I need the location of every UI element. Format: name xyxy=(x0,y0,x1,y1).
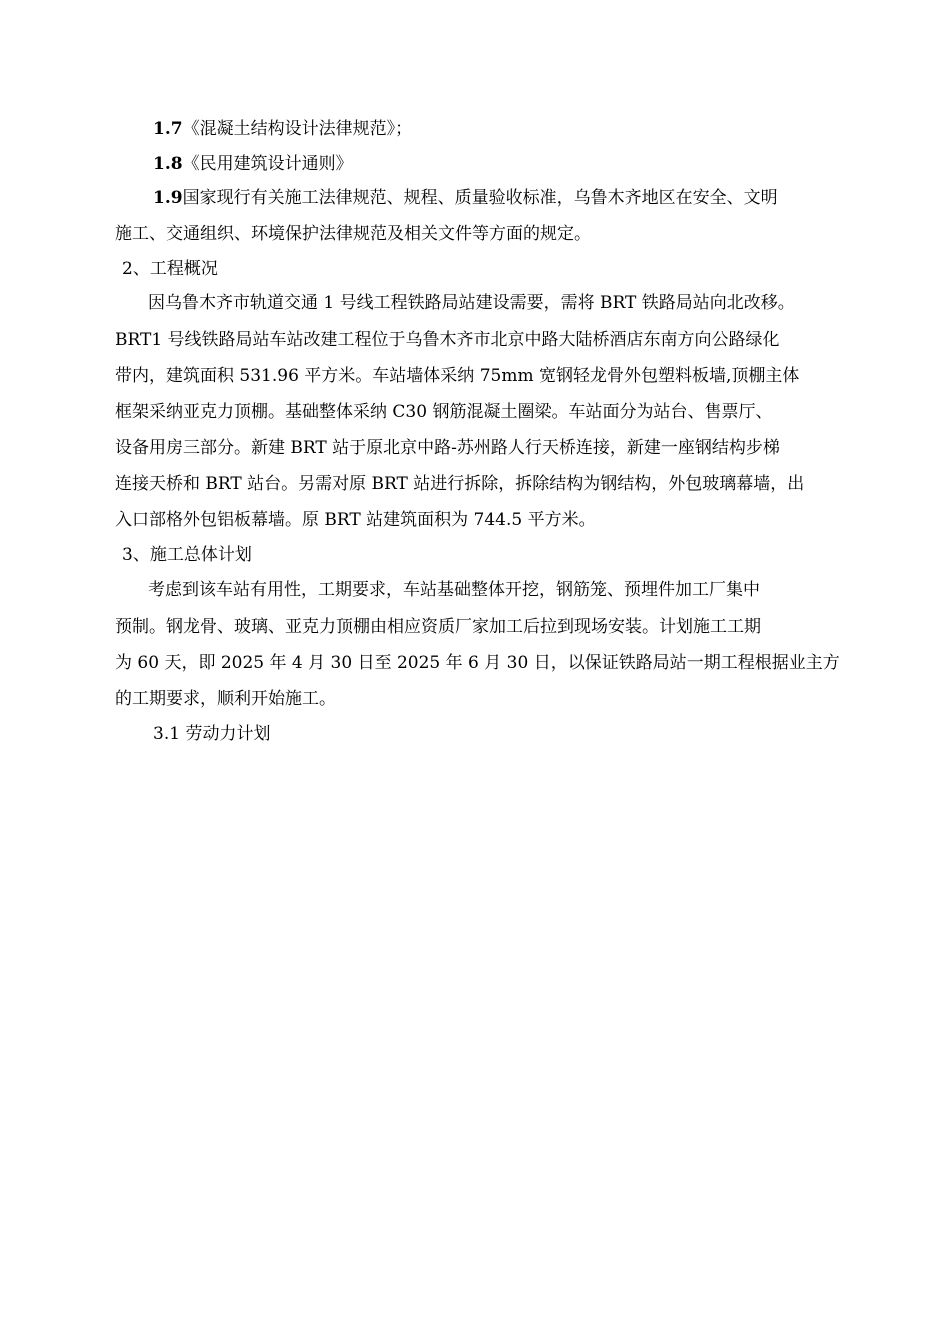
paragraph-text: 预制。钢龙骨、玻璃、亚克力顶棚由相应资质厂家加工后拉到现场安装。计划施工工期 xyxy=(115,617,761,637)
paragraph-text: 因乌鲁木齐市轨道交通 1 号线工程铁路局站建设需要，需将 BRT 铁路局站向北改移。 xyxy=(148,293,795,313)
paragraph-line xyxy=(148,291,795,315)
item-text: 国家现行有关施工法律规范、规程、质量验收标准，乌鲁木齐地区在安全、文明 xyxy=(182,188,778,208)
paragraph-line xyxy=(115,508,596,532)
paragraph-text: 连接天桥和 BRT 站台。另需对原 BRT 站进行拆除，拆除结构为钢结构，外包玻璃幕墙，出 xyxy=(115,474,805,494)
section-heading-text: 3、施工总体计划 xyxy=(122,545,252,565)
item-1-7 xyxy=(153,117,412,141)
section-heading-3 xyxy=(122,543,252,567)
paragraph-text: BRT1 号线铁路局站车站改建工程位于乌鲁木齐市北京中路大陆桥酒店东南方向公路绿化 xyxy=(115,330,780,350)
section-heading-text: 2、工程概况 xyxy=(122,259,218,279)
paragraph-line xyxy=(115,364,799,388)
paragraph-line xyxy=(115,400,772,424)
paragraph-text: 考虑到该车站有用性，工期要求，车站基础整体开挖，钢筋笼、预埋件加工厂集中 xyxy=(148,580,760,600)
paragraph-text: 的工期要求，顺利开始施工。 xyxy=(115,689,336,709)
subsection-heading-text: 3.1 劳动力计划 xyxy=(153,724,271,744)
item-number: 1.8 xyxy=(153,154,183,174)
item-number: 1.7 xyxy=(153,119,183,139)
paragraph-text: 入口部格外包铝板幕墙。原 BRT 站建筑面积为 744.5 平方米。 xyxy=(115,510,596,530)
item-1-9 xyxy=(153,186,778,210)
paragraph-text: 框架采纳亚克力顶棚。基础整体采纳 C30 钢筋混凝土圈梁。车站面分为站台、售票厅、 xyxy=(115,402,773,422)
paragraph-line xyxy=(115,615,761,639)
item-number: 1.9 xyxy=(153,188,183,208)
paragraph-line xyxy=(115,328,780,352)
paragraph-text: 为 60 天，即 2025 年 4 月 30 日至 2025 年 6 月 30 日，以保证铁路局站一期工程根据业主方 xyxy=(115,653,840,673)
item-text: 《混凝土结构设计法律规范》； xyxy=(182,119,413,139)
paragraph-line xyxy=(115,651,840,675)
paragraph-text: 设备用房三部分。新建 BRT 站于原北京中路-苏州路人行天桥连接，新建一座钢结构步梯 xyxy=(115,438,780,458)
paragraph-line xyxy=(148,578,760,602)
section-heading-2 xyxy=(122,257,218,281)
paragraph-line xyxy=(115,687,336,711)
item-text: 《民用建筑设计通则》 xyxy=(182,154,353,174)
paragraph-text: 带内，建筑面积 531.96 平方米。车站墙体采纳 75mm 宽钢轻龙骨外包塑料板墙,顶棚主体 xyxy=(115,366,800,386)
item-1-9-continued xyxy=(115,222,591,246)
paragraph-line xyxy=(115,472,804,496)
paragraph-line xyxy=(115,436,780,460)
item-1-8 xyxy=(153,152,353,176)
subsection-heading-3-1 xyxy=(153,722,270,746)
item-text: 施工、交通组织、环境保护法律规范及相关文件等方面的规定。 xyxy=(115,224,591,244)
